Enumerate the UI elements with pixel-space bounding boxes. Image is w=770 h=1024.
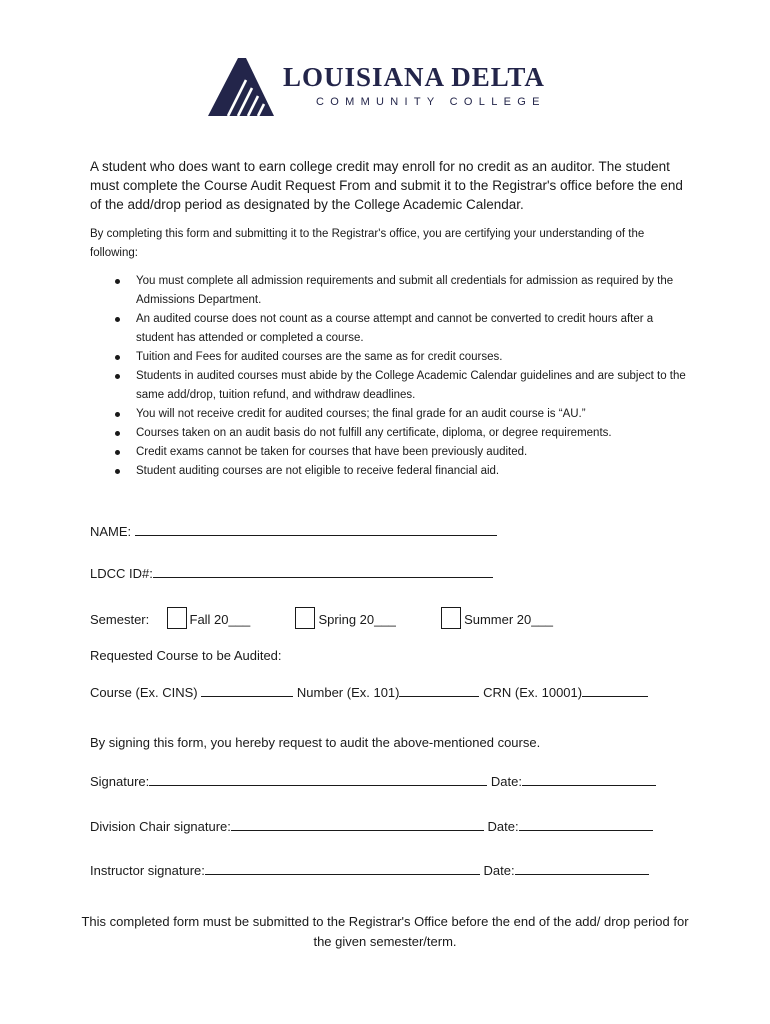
college-logo-mark-icon [208, 58, 278, 118]
requested-course-label: Requested Course to be Audited: [90, 648, 282, 663]
division-label: Division Chair signature: [90, 819, 231, 834]
crn-label: CRN (Ex. 10001) [483, 685, 583, 700]
signature-date-field[interactable] [522, 773, 656, 786]
course-label: Course (Ex. CINS) [90, 685, 198, 700]
number-field[interactable] [399, 684, 479, 697]
course-row [90, 684, 648, 700]
summer-checkbox[interactable] [441, 607, 461, 629]
college-logo [208, 58, 568, 118]
id-row [90, 565, 493, 581]
spring-label: Spring 20___ [318, 612, 396, 627]
fall-label: Fall 20___ [189, 612, 251, 627]
instructor-date-field[interactable] [515, 862, 649, 875]
rules-list [90, 272, 690, 481]
footer-note: This completed form must be submitted to the Registrar's Office before the end of the add/ drop period for the given semester/term. [81, 914, 689, 949]
division-date-field[interactable] [519, 818, 653, 831]
instructor-signature-field[interactable] [205, 862, 480, 875]
spring-checkbox[interactable] [295, 607, 315, 629]
instructor-row [90, 862, 649, 878]
signature-row [90, 773, 656, 789]
name-label: NAME: [90, 524, 132, 539]
id-field[interactable] [153, 565, 493, 578]
list-item: You must complete all admission requirements and submit all credentials for admission as required by the Admissions Department. [90, 272, 690, 310]
summer-label: Summer 20___ [464, 612, 553, 627]
name-row [90, 523, 497, 539]
number-label: Number (Ex. 101) [296, 685, 400, 700]
semester-label: Semester: [90, 612, 150, 627]
list-item: An audited course does not count as a course attempt and cannot be converted to credit hours after a student has attended or completed a course. [90, 310, 690, 348]
date-label: Date: [487, 819, 519, 834]
intro-paragraph: A student who does want to earn college credit may enroll for no credit as an auditor. The student must complete the Course Audit Request From and submit it to the Registrar's office before the end of the add/drop period as designated by the College Academic Calendar. [90, 159, 683, 212]
division-row [90, 818, 653, 834]
signing-statement: By signing this form, you hereby request to audit the above-mentioned course. [90, 735, 541, 750]
college-name: LOUISIANA DELTA [283, 62, 545, 92]
list-item: Credit exams cannot be taken for courses that have been previously audited. [90, 443, 690, 462]
list-item: You will not receive credit for audited courses; the final grade for an audit course is “AU.” [90, 405, 690, 424]
certification-paragraph: By completing this form and submitting it to the Registrar's office, you are certifying your understanding of the following: [90, 228, 645, 259]
signature-field[interactable] [149, 773, 487, 786]
name-field[interactable] [135, 523, 497, 536]
id-label: LDCC ID#: [90, 566, 153, 581]
list-item: Student auditing courses are not eligible to receive federal financial aid. [90, 462, 690, 481]
semester-row [90, 607, 553, 629]
date-label: Date: [490, 774, 522, 789]
college-subtitle: COMMUNITY COLLEGE [316, 96, 546, 108]
fall-checkbox[interactable] [167, 607, 187, 629]
list-item: Tuition and Fees for audited courses are the same as for credit courses. [90, 348, 690, 367]
date-label: Date: [483, 863, 515, 878]
list-item: Courses taken on an audit basis do not fulfill any certificate, diploma, or degree requirements. [90, 424, 690, 443]
signature-label: Signature: [90, 774, 150, 789]
course-field[interactable] [201, 684, 293, 697]
instructor-label: Instructor signature: [90, 863, 205, 878]
list-item: Students in audited courses must abide by the College Academic Calendar guidelines and are subject to the same add/drop, tuition refund, and withdraw deadlines. [90, 367, 690, 405]
crn-field[interactable] [582, 684, 648, 697]
division-signature-field[interactable] [231, 818, 484, 831]
